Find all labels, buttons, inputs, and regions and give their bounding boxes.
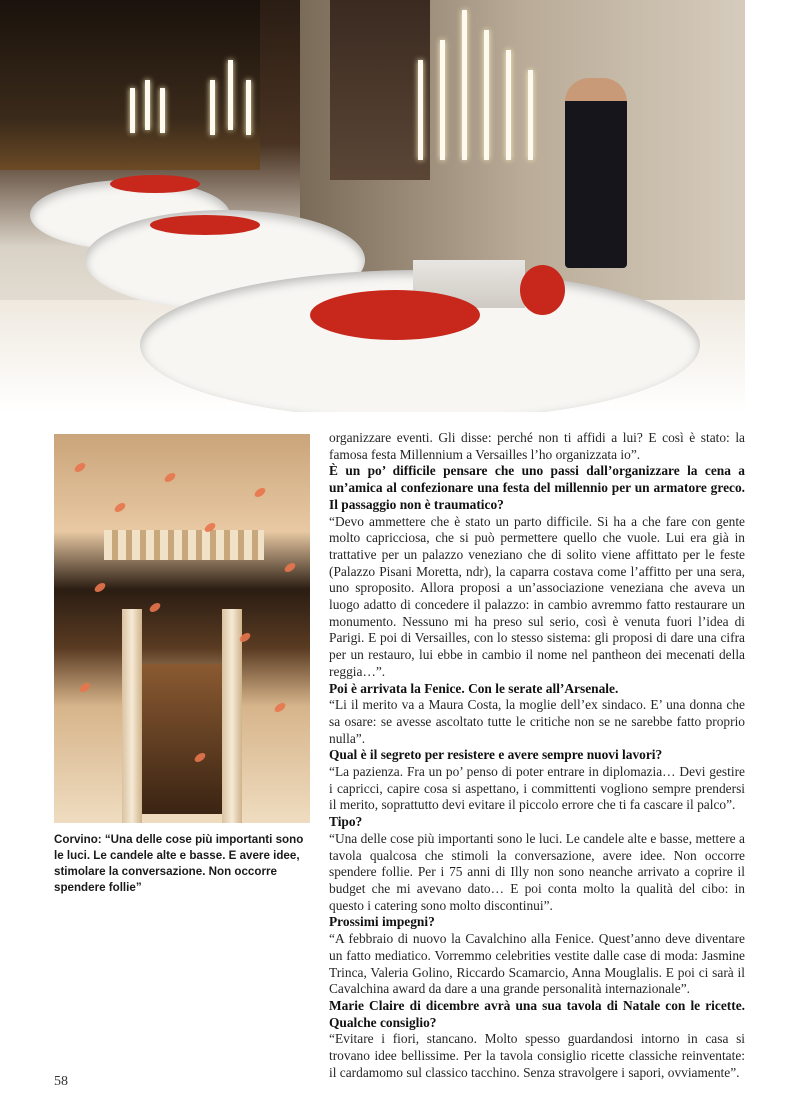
candle <box>528 70 533 160</box>
interview-question: È un po’ difficile pensare che uno passi dall’organizzare la cena a un’amica al confezionare una festa del millennio per un armatore greco. Il passaggio non è traumatico? <box>329 463 745 512</box>
petal <box>163 471 177 484</box>
page-number: 58 <box>54 1074 68 1089</box>
article-body <box>329 430 745 1081</box>
waiter-figure <box>565 78 627 268</box>
window-decoration <box>0 0 260 170</box>
petal <box>273 701 287 714</box>
article-paragraph: “A febbraio di nuovo la Cavalchino alla Fenice. Quest’anno deve diventare un fatto mediatico. Vorremmo celebrities vestite dalle case di moda: Jasmine Trinca, Valeria Golino, Riccardo Scamarcio, Anna Mouglalis. E poi ci sarà il Cavalchina award da dare a una grande personalità internazionale”. <box>329 931 745 997</box>
petal <box>148 601 162 614</box>
flower-arrangement <box>520 265 565 315</box>
petal <box>78 681 92 694</box>
candle <box>462 10 467 160</box>
article-paragraph: organizzare eventi. Gli disse: perché non ti affidi a lui? E così è stato: la famosa festa Millennium a Versailles l’ho organizzata io”. <box>329 430 745 462</box>
tapestry-decoration <box>330 0 430 180</box>
photo-caption: Corvino: “Una delle cose più importanti sono le luci. Le candele alte e basse. E avere idee, stimolare la conversazione. Non occorre spendere follie” <box>54 833 304 894</box>
candle <box>130 88 135 133</box>
candle <box>246 80 251 135</box>
candle <box>440 40 445 160</box>
balustrade-decoration <box>104 530 264 560</box>
interview-question: Tipo? <box>329 814 363 830</box>
column <box>222 609 242 823</box>
candle <box>418 60 423 160</box>
staircase-photo <box>54 434 310 823</box>
interview-question: Marie Claire di dicembre avrà una sua tavola di Natale con le ricette. Qualche consiglio? <box>329 997 745 1030</box>
candle <box>145 80 150 130</box>
interview-question: Poi è arrivata la Fenice. Con le serate all’Arsenale. <box>329 680 619 696</box>
candle <box>210 80 215 135</box>
article-paragraph: “Li il merito va a Maura Costa, la moglie dell’ex sindaco. E’ una donna che sa osare: se avesse ascoltato tutte le critiche non se ne sarebbe fatto proprio nulla”. <box>329 697 745 746</box>
petal <box>73 461 87 474</box>
candle <box>484 30 489 160</box>
article-paragraph: “Evitare i fiori, stancano. Molto spesso guardandosi intorno in casa si trovano idee bellissime. Per la tavola consiglio ricette classiche reinventate: il cardamomo sul classico tacchino. Senza stravolgere i sapori, ovviamente”. <box>329 1031 745 1080</box>
column <box>122 609 142 823</box>
hall-decoration <box>136 664 228 814</box>
interview-question: Prossimi impegni? <box>329 914 435 930</box>
petal <box>253 486 267 499</box>
flower-arrangement <box>110 175 200 193</box>
flower-arrangement <box>310 290 480 340</box>
candle <box>228 60 233 130</box>
candle <box>506 50 511 160</box>
banquet-hall-photo <box>0 0 745 412</box>
interview-question: Qual è il segreto per resistere e avere sempre nuovi lavori? <box>329 747 663 763</box>
flower-arrangement <box>150 215 260 235</box>
article-paragraph: “Devo ammettere che è stato un parto difficile. Si ha a che fare con gente molto capricciosa, che si può permettere quello che vuole. Lui era già in trattative per un palazzo veneziano che di solito viene affittato per le feste (Palazzo Pisani Moretta, ndr), la caparra costava come l’affitto per una sera, uno sproposito. Allora proposi a un’associazione veneziana che aveva un luogo adatto di concedere il palazzo: in cambio avremmo fatto restaurare un monumento. Nessuno mi ha preso sul serio, così è venuta fuori l’idea di Parigi. E poi di Versailles, con lo stesso sistema: gli proposi di dare una cifra per un restauro, lui ebbe in cambio il nome nel pantheon dei mecenati della reggia…”. <box>329 513 745 679</box>
petal <box>283 561 297 574</box>
petal <box>113 501 127 514</box>
article-paragraph: “La pazienza. Fra un po’ penso di poter entrare in diplomazia… Devi gestire i capricci, capire cosa si aspettano, i committenti vogliono sempre prendersi il merito, soprattutto devi evitare il piccolo errore che ti fa cascare il palco”. <box>329 764 745 813</box>
candle <box>160 88 165 133</box>
petal <box>93 581 107 594</box>
article-paragraph: “Una delle cose più importanti sono le luci. Le candele alte e basse, mettere a tavola qualcosa che stimoli la conversazione, avere idee. Non occorre spendere follie. Per i 75 anni di Illy non sono neanche arrivato a coprire il budget che mi avevano dato… E poi conta molto la qualità del cibo: in questo i catering sono molto discontinui”. <box>329 830 745 913</box>
